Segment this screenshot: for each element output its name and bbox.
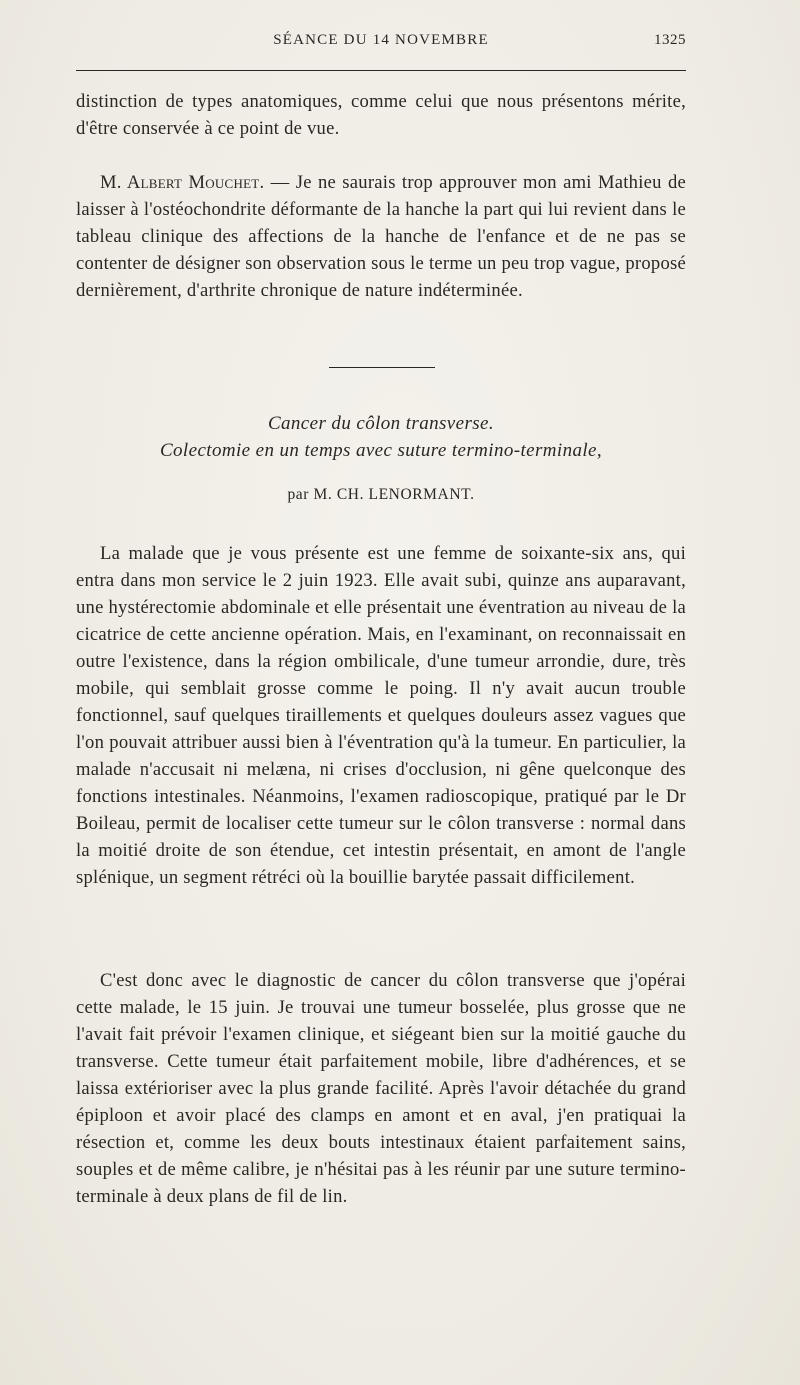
article-byline: par M. CH. LENORMANT. bbox=[287, 486, 475, 503]
paragraph-operation: C'est donc avec le diagnostic de cancer du côlon transverse que j'opérai cette malade, le 15 juin. Je trouvai une tumeur bosselée, plus grosse que ne l'avait fait prévoir l'examen clinique, et siégeant bien sur la moitié gauche du transverse. Cette tumeur était parfaitement mobile, libre d'adhérences, et se laissa extérioriser avec la plus grande facilité. Après l'avoir détachée du grand épiploon et avoir placé des clamps en amont et en aval, j'en pratiquai la résection et, comme les deux bouts intestinaux étaient parfaitement sains, souples et de même calibre, je n'hésitai pas à les réunir par une suture termino-terminale à deux plans de fil de lin. bbox=[76, 970, 686, 1207]
paragraph-case-presentation: La malade que je vous présente est une femme de soixante-six ans, qui entra dans mon service le 2 juin 1923. Elle avait subi, quinze ans auparavant, une hystérectomie abdominale et elle présentait une éventration au niveau de la cicatrice de cette ancienne opération. Mais, en l'examinant, on reconnaissait en outre l'existence, dans la région ombilicale, d'une tumeur arrondie, dure, très mobile, qui semblait grosse comme le poing. Il n'y avait aucun trouble fonctionnel, sauf quelques tiraillements et quelques douleurs assez vagues que l'on pouvait attribuer aussi bien à l'éventration qu'à la tumeur. En particulier, la malade n'accusait ni melæna, ni crises d'occlusion, ni gêne quelconque des fonctions intestinales. Néanmoins, l'examen radioscopique, pratiqué par le Dr Boileau, permit de localiser cette tumeur sur le côlon transverse : normal dans la moitié droite de son étendue, cet intestin présentait, en amont de l'angle splénique, un segment rétréci où la bouillie barytée passait difficilement. bbox=[76, 543, 686, 888]
running-head bbox=[76, 30, 686, 56]
paragraph-mouchet bbox=[76, 169, 686, 304]
running-title: SÉANCE DU 14 NOVEMBRE bbox=[273, 32, 489, 48]
speaker-name: M. Albert Mouchet. bbox=[100, 172, 265, 193]
article-title: Cancer du côlon transverse. bbox=[267, 413, 495, 434]
page-number: 1325 bbox=[654, 32, 686, 48]
article-subtitle: Colectomie en un temps avec suture termino-terminale, bbox=[159, 440, 603, 461]
paragraph-continuation: distinction de types anatomiques, comme celui que nous présentons mérite, d'être conservée à ce point de vue. bbox=[76, 91, 686, 139]
section-separator bbox=[329, 367, 435, 368]
header-rule bbox=[76, 70, 686, 71]
paragraph-mouchet-text: — Je ne saurais trop approuver mon ami Mathieu de laisser à l'ostéochondrite déformante de la hanche la part qui lui revient dans le tableau clinique des affections de la hanche de l'enfance et de ne pas se contenter de désigner son observation sous le terme un peu trop vague, proposé dernièrement, d'arthrite chronique de nature indéterminée. bbox=[76, 172, 686, 301]
